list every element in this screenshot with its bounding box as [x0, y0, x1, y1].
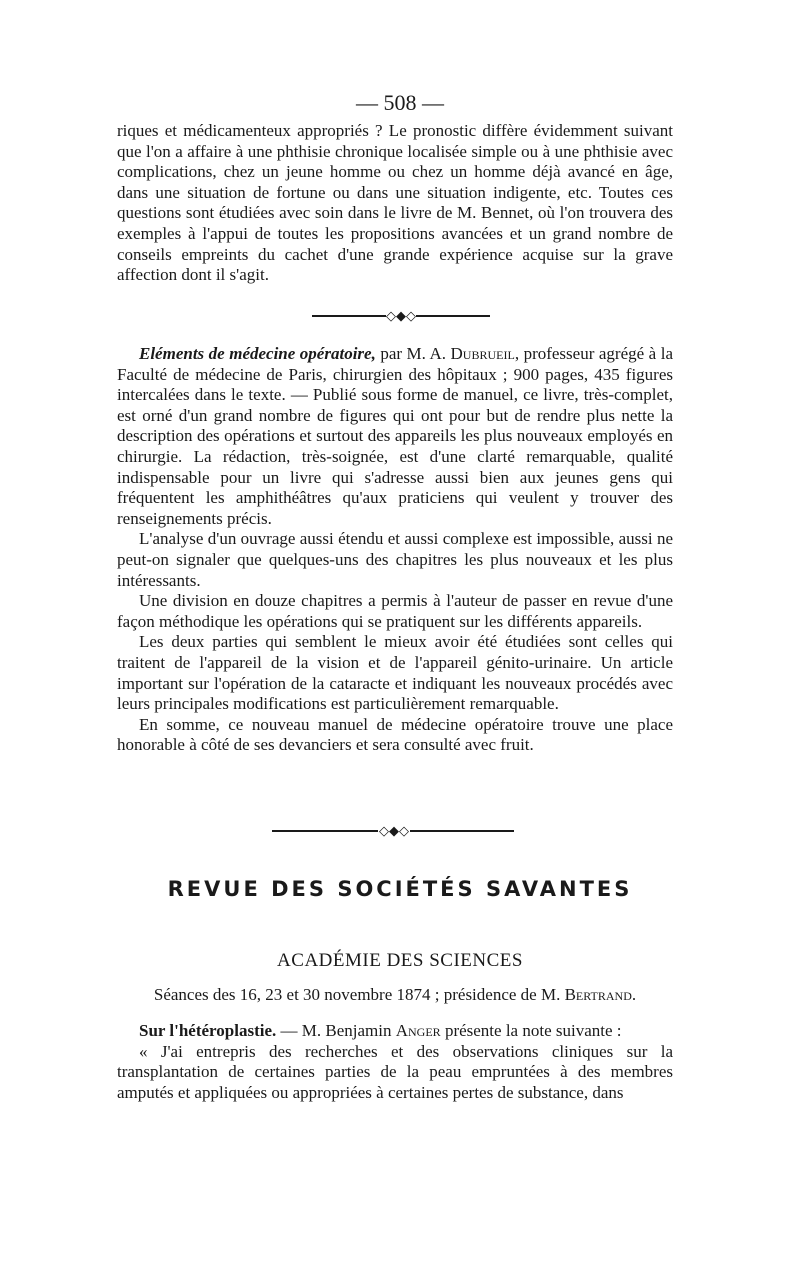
heteroplastie-intro-after: présente la note suivante :	[440, 1021, 622, 1040]
heteroplastie-intro-before: — M. Benjamin	[276, 1021, 396, 1040]
book-review-block	[117, 344, 673, 756]
review-paragraph-4: Les deux parties qui semblent le mieux avoir été étudiées sont celles qui traitent de l'appareil de la vision et de l'appareil génito-urinaire. Un article important sur l'opération de la cataracte et indiquant les nouveaux procédés avec leurs principales modifications est particulièrement remarquable.	[117, 632, 673, 714]
heteroplastie-quote: « J'ai entrepris des recherches et des observations cliniques sur la transplantation de certaines parties de la peau empruntées à des membres amputés et appliquées ou appropriées à certaines pertes de substance, dans	[117, 1041, 673, 1102]
divider-ornament-1: ◇◆◇	[386, 308, 416, 323]
heteroplastie-intro	[117, 1021, 673, 1042]
section-title: REVUE DES SOCIÉTÉS SAVANTES	[167, 877, 633, 901]
president-name: Bertrand	[564, 985, 632, 1004]
heteroplastie-heading: Sur l'hétéroplastie.	[139, 1021, 277, 1040]
review-intro-before-author: par M. A.	[375, 344, 451, 363]
author-name: Dubrueil	[450, 344, 515, 363]
review-paragraph-5: En somme, ce nouveau manuel de médecine opératoire trouve une place honorable à côté de ses devanciers et sera consulté avec fruit.	[117, 714, 673, 755]
top-paragraph-block	[117, 121, 673, 286]
top-paragraph: riques et médicamenteux appropriés ? Le pronostic diffère évidemment suivant que l'on a affaire à une phthisie chronique localisée simple ou à une phthisie avec complications, chez un jeune homme ou chez un homme déjà avancé en âge, dans une situation de fortune ou dans une situation indigente, etc. Toutes ces questions sont étudiées avec soin dans le livre de M. Bennet, où l'on trouvera des exemples à l'appui de toutes les propositions avancées et un grand nombre de conseils empreints du cachet d'une grande expérience acquise sur la grave affection dont il s'agit.	[117, 121, 673, 285]
seances-end: .	[631, 985, 637, 1004]
review-paragraph-2: L'analyse d'un ouvrage aussi étendu et aussi complexe est impossible, aussi ne peut-on signaler que quelques-uns des chapitres les plus nouveaux et les plus intéressants.	[117, 529, 673, 590]
page-number: — 508 —	[356, 90, 444, 115]
review-paragraph-3: Une division en douze chapitres a permis à l'auteur de passer en revue d'une façon méthodique les opérations qui se pratiquent sur les différents appareils.	[117, 591, 673, 631]
review-intro-after-author: , professeur agrégé à la Faculté de médecine de Paris, chirurgien des hôpitaux ; 900 pages, 435 figures intercalées dans le texte. — Publié sous forme de manuel, ce livre, très-complet, est orné d'un grand nombre de figures qui ont pour but de rendre plus nette la description des opérations et surtout des appareils les plus nouveaux employés en chirurgie. La rédaction, très-soignée, est d'une clarté remarquable, qualité indispensable pour un livre qui s'adresse aussi bien aux jeunes gens qui fréquentent les amphithéâtres qu'aux praticiens qui veulent y trouver des renseignements précis.	[117, 344, 673, 528]
heteroplastie-block	[117, 1021, 673, 1103]
divider-ornament-2: ◇◆◇	[379, 823, 409, 838]
presenter-name: Anger	[395, 1021, 441, 1040]
review-paragraph-1	[117, 344, 673, 529]
seances-text: Séances des 16, 23 et 30 novembre 1874 ; présidence de M.	[153, 985, 565, 1004]
book-title: Eléments de médecine opératoire,	[139, 344, 376, 363]
academy-subtitle: ACADÉMIE DES SCIENCES	[277, 950, 523, 971]
seances-line	[117, 985, 673, 1005]
